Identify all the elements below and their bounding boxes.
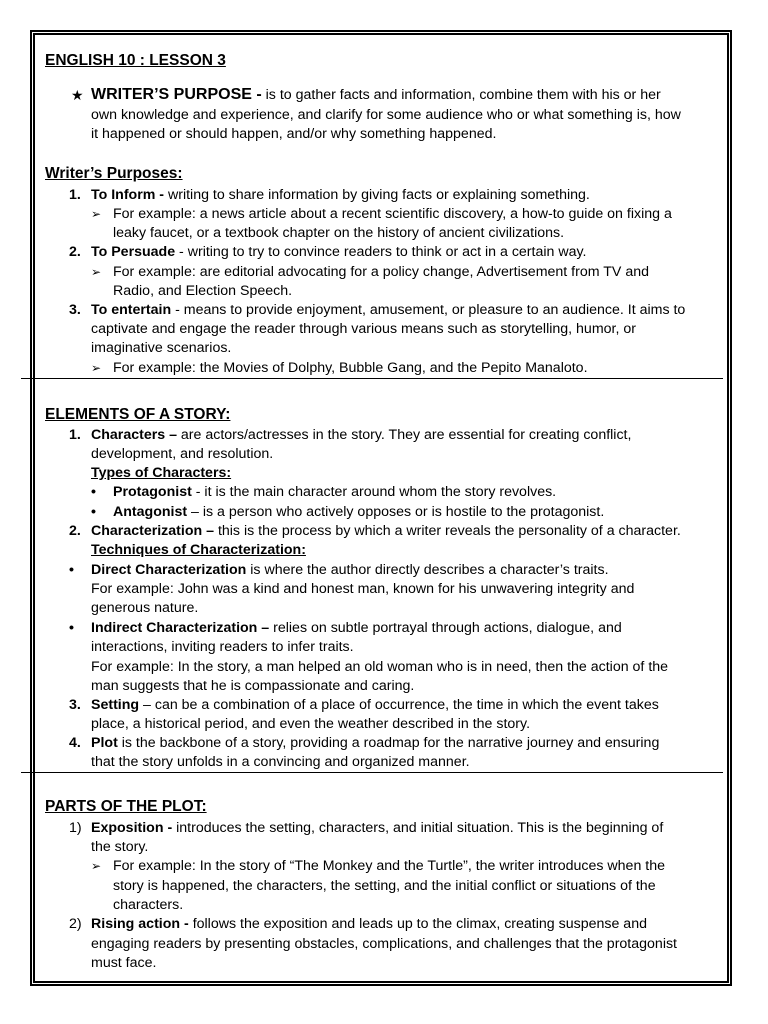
element-characterization [91,522,681,541]
rising-text: follows the exposition and leads up to the climax, creating suspense and [188,916,647,932]
lesson-title: ENGLISH 10 : LESSON 3 [45,52,226,69]
characters-cont: development, and resolution. [91,446,274,462]
page-border [30,30,732,986]
purpose-definition-line-3: it happened or should happen, and/or why something happened. [91,126,497,142]
plot-term: Plot [91,735,118,751]
characterization-text: this is the process by which a writer reveals the personality of a character. [214,523,681,539]
exposition-example-2: story is happened, the characters, the setting, and the initial conflict or situations of the [113,878,656,894]
protagonist-text: - it is the main character around whom the story revolves. [191,484,557,500]
entertain-text: - means to provide enjoyment, amusement, or pleasure to an audience. It aims to [171,302,686,318]
types-heading: Types of Characters: [91,465,232,481]
persuade-example-1: For example: are editorial advocating for a policy change, Advertisement from TV and [113,264,649,280]
setting-term: Setting [91,697,140,713]
persuade-term: To Persuade [91,244,176,260]
purpose-num-2: 2. [69,244,81,260]
entertain-cont-2: imaginative scenarios. [91,340,232,356]
purpose-term: WRITER’S PURPOSE - [91,86,262,103]
element-plot [91,734,659,753]
exposition-example-3: characters. [113,897,184,913]
arrow-icon: ➢ [91,859,102,873]
arrow-icon: ➢ [91,265,102,279]
inform-example-2: leaky faucet, or a textbook chapter on the history of ancient civilizations. [113,225,565,241]
bullet-icon: • [91,504,96,520]
part-exposition [91,819,663,838]
purpose-num-1: 1. [69,187,81,203]
bullet-icon: • [69,562,74,578]
setting-cont: place, a historical period, and even the weather described in the story. [91,716,531,732]
direct-characterization [91,561,609,580]
exposition-term: Exposition - [91,820,173,836]
star-icon: ★ [71,88,84,104]
antagonist-text: – is a person who actively opposes or is hostile to the protagonist. [187,504,605,520]
section-divider [21,378,723,379]
purpose-text: is to gather facts and information, combine them with his or her [261,87,661,103]
plot-part-num-1: 1) [69,820,82,836]
element-num-1: 1. [69,427,81,443]
setting-text: – can be a combination of a place of occurrence, the time in which the event takes [139,697,659,713]
element-characters [91,426,631,445]
part-rising-action [91,915,647,934]
inform-example-1: For example: a news article about a recent scientific discovery, a how-to guide on fixing a [113,206,672,222]
element-setting [91,696,659,715]
indirect-characterization [91,619,622,638]
element-num-3: 3. [69,697,81,713]
plot-cont: that the story unfolds in a convincing and organized manner. [91,754,470,770]
techniques-heading: Techniques of Characterization: [91,542,306,558]
entertain-example: For example: the Movies of Dolphy, Bubble Gang, and the Pepito Manaloto. [113,360,588,376]
rising-cont-2: must face. [91,955,157,971]
rising-cont-1: engaging readers by presenting obstacles, complications, and challenges that the protagonist [91,936,678,952]
purpose-definition-line-1 [91,85,661,105]
persuade-example-2: Radio, and Election Speech. [113,283,293,299]
purpose-definition-line-2: own knowledge and experience, and clarify for some audience who or what something is, how [91,107,681,123]
plot-text: is the backbone of a story, providing a roadmap for the narrative journey and ensuring [117,735,660,751]
purpose-entertain [91,301,685,320]
section-divider [21,772,723,773]
inform-text: writing to share information by giving facts or explaining something. [164,187,590,203]
direct-example-1: For example: John was a kind and honest man, known for his unwavering integrity and [91,581,635,597]
plot-parts-heading: PARTS OF THE PLOT: [45,798,207,815]
type-antagonist [113,503,604,522]
exposition-example-1: For example: In the story of “The Monkey and the Turtle”, the writer introduces when the [113,858,665,874]
rising-term: Rising action - [91,916,189,932]
purpose-inform [91,186,590,205]
persuade-text: - writing to try to convince readers to think or act in a certain way. [175,244,587,260]
bullet-icon: • [91,484,96,500]
indirect-example-2: man suggests that he is compassionate and caring. [91,678,415,694]
inform-term: To Inform - [91,187,165,203]
plot-part-num-2: 2) [69,916,82,932]
characters-term: Characters – [91,427,177,443]
exposition-cont: the story. [91,839,149,855]
antagonist-term: Antagonist [113,504,188,520]
indirect-example-1: For example: In the story, a man helped an old woman who is in need, then the action of the [91,659,669,675]
arrow-icon: ➢ [91,361,102,375]
arrow-icon: ➢ [91,207,102,221]
entertain-term: To entertain [91,302,172,318]
characters-text: are actors/actresses in the story. They are essential for creating conflict, [176,427,632,443]
elements-heading: ELEMENTS OF A STORY: [45,406,231,423]
element-num-4: 4. [69,735,81,751]
indirect-cont: interactions, inviting readers to infer traits. [91,639,354,655]
type-protagonist [113,483,556,502]
bullet-icon: • [69,620,74,636]
protagonist-term: Protagonist [113,484,192,500]
purpose-num-3: 3. [69,302,81,318]
direct-text: is where the author directly describes a character’s traits. [246,562,609,578]
indirect-term: Indirect Characterization – [91,620,270,636]
direct-example-2: generous nature. [91,600,199,616]
entertain-cont-1: captivate and engage the reader through various means such as storytelling, humor, or [91,321,636,337]
characterization-term: Characterization – [91,523,214,539]
element-num-2: 2. [69,523,81,539]
purpose-persuade [91,243,586,262]
direct-term: Direct Characterization [91,562,247,578]
exposition-text: introduces the setting, characters, and initial situation. This is the beginning of [172,820,664,836]
indirect-text: relies on subtle portrayal through actions, dialogue, and [269,620,622,636]
purposes-heading: Writer’s Purposes: [45,165,183,182]
